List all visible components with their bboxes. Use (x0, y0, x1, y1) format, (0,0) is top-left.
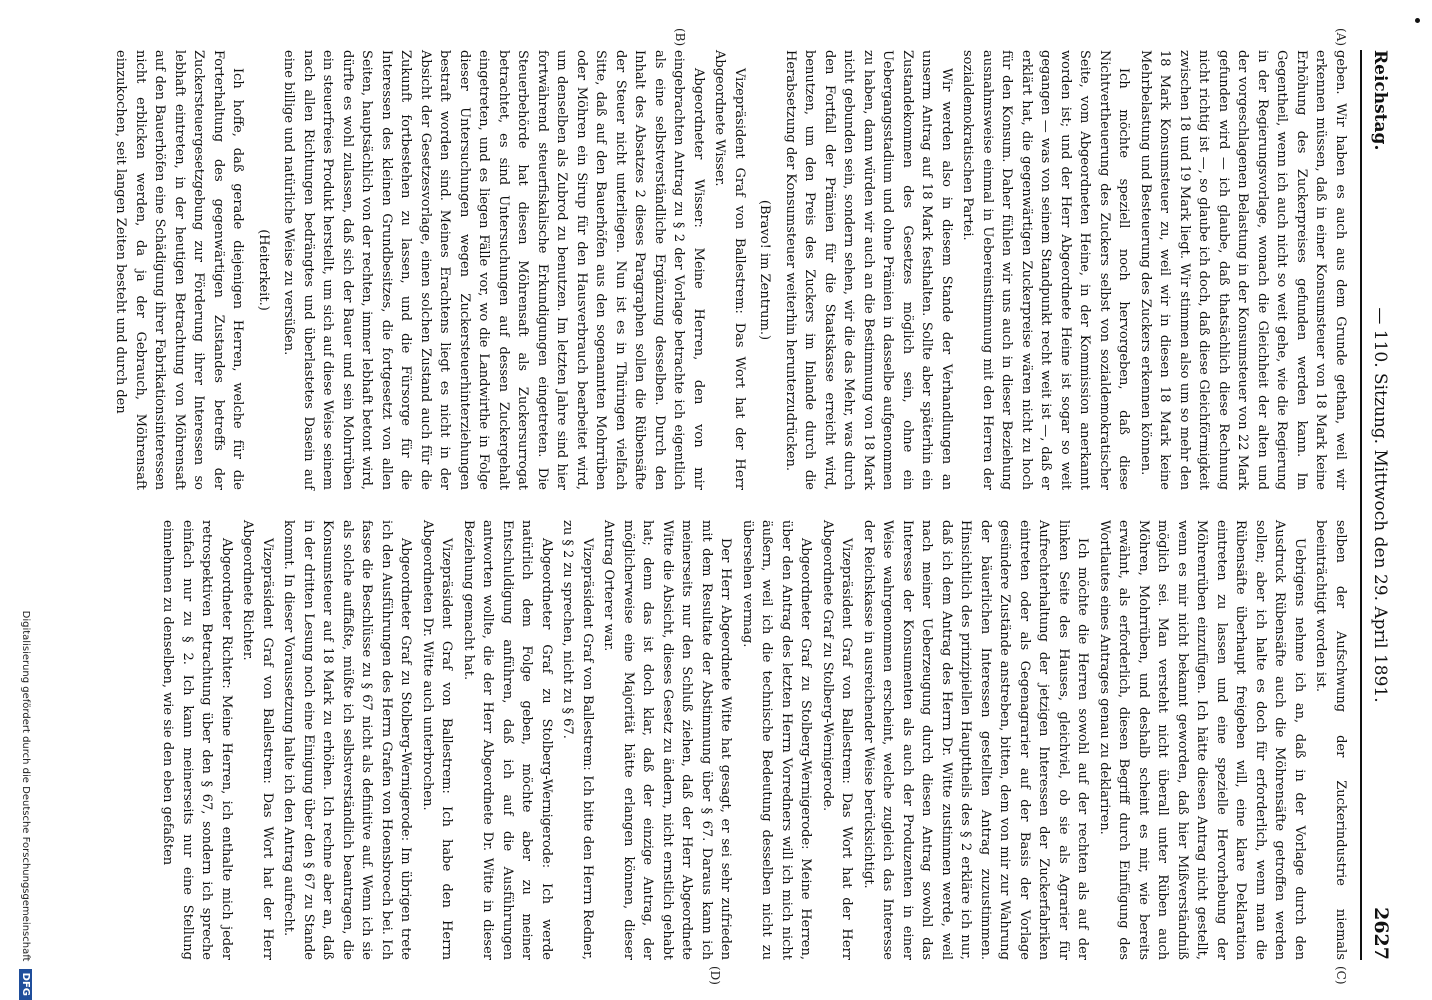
paragraph: Ich möchte die Herren sowohl auf der rechten als auf der linken Seite des Hauses, gleichviel, ob sie als Agrarier für Aufrechterhaltung der jetzigen Interessen der Zuckerfabriken eintreten oder als Gegenagrarier auf der Basis der Vorlage gesündere Zustände anstreben, bitten, dem von mir zur Wahrung der bäuerlichen Interessen gestellten Antrag zuzustimmen. Hinsichtlich des prinzipiellen Haupttheils des § 2 erkläre ich nur, daß ich dem Antrag des Herrn Dr. Witte zustimmen werde, weil nach meiner Ueberzeugung durch diesen Antrag sowohl das Interesse der Konsumenten als auch der Produzenten in einer Weise wahrgenommen erscheint, welche zugleich das Interesse der Reichskasse in ausreichender Weise berücksichtigt. (861, 520, 1091, 960)
speech-wisser-cont: Ich hoffe, daß gerade diejenigen Herren, welche für die Forterhaltung des gegenwärtigen Zustandes betreffs der Zuckersteuergesetzgebung zur Förderung ihrer Interessen so lebhaft eintreten, in der heutigen Betrachtung von Möhrensaft auf den Bauerhöfen eine Schädigung ihrer Fabrikationsinteressen nicht erblicken werden, da ja der Gebrauch, Möhrensaft einzukochen, seit langen Zeiten besteht und durch den (113, 50, 246, 490)
paragraph: selben der Aufschwung der Zuckerindustrie niemals beeinträchtigt worden ist. (1313, 520, 1348, 960)
speech-stolberg: Der Herr Abgeordnete Witte hat gesagt, er sei sehr zufrieden mit dem Resultate der Abstimmung über § 67. Daraus kann ich meinerseits nur den Schluß ziehen, daß der Herr Abgeordnete Witte die Absicht, dieses Gesetz zu ändern, nicht ernstlich gehabt hat; denn das ist doch klar, daß der einzige Antrag, der möglicherweise eine Majorität hätte erlangen können, dieser Antrag Orterer war. (601, 520, 734, 960)
speech-richter: Abgeordneter Richter: Meine Herren, ich enthalte mich jeder retrospektiven Betrachtung über den § 67, sondern ich spreche einfach nur zu § 2. Ich kann meinerseits nur eine Stellung einnehmen zu denselben, wie sie den eben gefaßten (160, 520, 234, 960)
scan-dot (1415, 18, 1420, 23)
left-column (50, 50, 1350, 490)
speech-stolberg: Abgeordneter Graf zu Stolberg-Wernigerode: Meine Herren, über den Antrag des letzten Herrn Vorredners will ich mich nicht äußern, weil ich die technische Bedeutung desselben nicht zu übersehen vermag. (740, 520, 814, 960)
speaker-line: Vizepräsident Graf von Ballestrem: Ich habe den Herrn Abgeordneten Dr. Witte auch unterbrochen. (420, 520, 455, 960)
speaker-line: Vizepräsident Graf von Ballestrem: Das Wort hat der Herr Abgeordnete Wisser. (712, 50, 747, 490)
speaker-line: Vizepräsident Graf von Ballestrem: Das Wort hat der Herr Abgeordnete Richter. (240, 520, 275, 960)
dfg-logo: DFG (19, 969, 32, 1000)
speaker-line: Vizepräsident Graf von Ballestrem: Ich bitte den Herrn Redner, zu § 2 zu sprechen, nicht zu § 67. (560, 520, 595, 960)
header-center: — 110. Sitzung. Mittwoch den 29. April 1891. (1370, 307, 1390, 703)
interjection-heiterkeit: (Heiterkeit.) (256, 229, 271, 311)
margin-letter-a: (A) (1334, 28, 1348, 47)
header-left: Reichstag. (1370, 50, 1390, 151)
interjection-bravo: (Bravo! im Zentrum.) (757, 199, 773, 341)
margin-letter-c: (C) (1334, 966, 1348, 985)
page-header (1362, 50, 1392, 960)
right-column (50, 520, 1350, 960)
page-number: 2627 (1370, 907, 1392, 960)
margin-letter-b: (B) (673, 28, 687, 47)
paragraph: Ich möchte speziell noch hervorgeben, daß diese Nichtvertheuerung des Zuckers selbst von sozialdemokratischer Seite, vom Abgeordneten Heine, in der Kommission anerkannt worden ist; und der Herr Abgeordnete Heine ist sogar so weit gegangen — was von seinem Standpunkt recht weit ist —, daß er erklärt hat, die gegenwärtigen Zuckerpreise wären nicht zu hoch für den Konsum. Daher fühlen wir uns auch in dieser Beziehung ausnahmsweise einmal in Uebereinstimmung mit den Herren der sozialdemokratischen Partei. (960, 50, 1132, 490)
speech-wisser: Abgeordneter Wisser: Meine Herren, den von mir eingebrachten Antrag zu § 2 der Vorlage betrachte ich eigentlich als eine selbstverständliche Ergänzung desselben. Durch den Inhalt des Absatzes 2 dieses Paragraphen sollen die Rübensäfte der Steuer nicht unterliegen. Nun ist es in Thüringen vielfach Sitte, daß auf den Bauerhöfen aus den sogenannten Mohrrüben oder Möhren ein Sirup für den Hausverbrauch bearbeitet wird, um denselben als Zubrod zu benutzen. Im letzten Jahre sind hier fortwährend steuerfiskalische Erkundigungen eingetreten. Die Steuerbehörde hat diesen Möhrensaft als Zuckersurrogat betrachtet, es sind Untersuchungen auf dessen Zuckergehalt eingetreten, und es liegen Fälle vor, wo die Landwirthe in Folge dieser Untersuchungen wegen Zuckersteuerhinterziehungen bestraft worden sind. Meines Erachtens liegt es nicht in der Absicht der Gesetzesvorlage, einen solchen Zustand auch für die Zukunft fortbestehen zu lassen, und die Fürsorge für die Interessen des kleinen Grundbesitzes, die fortgesetzt von allen Seiten, hauptsächlich von der rechten, immer lebhaft betont wird, dürfte es wohl zulassen, daß sich der Bauer und sein Mohrrüben ein steuerfreies Produkt herstellt, um sich auf diese Weise seinem nach allen Richtungen bedrängtes und überlastetes Dasein auf eine billige und natürliche Weise zu versüßen. (281, 50, 706, 490)
speaker-line: Vizepräsident Graf von Ballestrem: Das Wort hat der Herr Abgeordnete Graf zu Stolberg-Wernigerode. (820, 520, 855, 960)
digitization-credit (12, 220, 32, 1000)
margin-letter-d: (D) (708, 966, 722, 985)
paragraph: Wir werden also in diesem Stande der Verhandlungen an unserm Antrag auf 18 Mark festhalten. Sollte aber späterhin ein Zustandekommen des Gesetzes möglich sein, ohne ein Uebergangsstadium und ohne Prämien in dasselbe aufgenommen zu haben, dann würden wir auch an die Bestimmung von 18 Mark nicht gebunden sein, sondern sehen, wir die das Mehr, was durch den Fortfall der Prämien für die Staatskasse erreicht wird, benutzen, um den Preis des Zuckers im Inlande durch die Herabsetzung der Konsumsteuer weiterhin herunterzudrücken. (783, 50, 954, 490)
speech-stolberg: Abgeordneter Graf zu Stolberg-Wernigerode: Im übrigen trete ich den Ausführungen des Herrn Grafen von Hoensbroech bei. Ich fasse die Beschlüsse zu § 67 nicht als definitive auf. Wenn ich sie als solche auffaßte, müßte ich selbstverständlich beantragen, die Konsumsteuer auf 18 Mark zu erhöhen. Ich rechne aber an, daß in der dritten Lesung noch eine Einigung über den § 67 zu Stande kommt. In dieser Voraussetzung halte ich den Antrag aufrecht. (281, 520, 414, 960)
header-rule (1360, 50, 1362, 960)
credit-text: Digitalisierung gefördert durch die Deutsche Forschungsgemeinschaft (20, 610, 31, 962)
paragraph: Uebrigens nehme ich an, daß in der Vorlage durch den Ausdruck Rübensäfte auch die Möhrensäfte getroffen werden sollen; aber ich halte es doch für erforderlich, wenn man die Rübensäfte überhaupt freigeben will, eine klare Deklaration eintreten zu lassen und eine spezielle Hervorhebung der Möhrenrüben einzufügen. Ich hätte diesen Antrag nicht gestellt, wenn es mir nicht bekannt geworden, daß hier Mißverständniß möglich sei. Man versteht nicht überall unter Rüben auch Möhren, Mohrrüben, und deshalb scheint es mir, wie bereits erwähnt, als erforderlich, diesen Begriff durch Einfügung des Wortlautes eines Antrages genau zu deklariren. (1097, 520, 1307, 960)
paragraph: geben. Wir haben es auch aus dem Grunde gethan, weil wir erkennen müssen, daß in einer Konsumsteuer von 18 Mark keine Erhöhung des Zuckerpreises gefunden werden kann. Im Gegentheil, wenn ich auch nicht so weit gehe, wie die Regierung in der Regierungsvorlage, wonach die Gleichheit der alten und der vorgeschlagenen Belastung in der Konsumsteuer von 22 Mark gefunden wird — ich glaube, daß thatsächlich diese Rechnung nicht richtig ist —, so glaube ich doch, daß diese Gleichförmigkeit zwischen 18 und 19 Mark liegt. Wir stimmen also um so mehr den 18 Mark Konsumsteuer zu, weil wir in diesen 18 Mark keine Mehrbelastung und Besteuerung des Zuckers erkennen können. (1138, 50, 1348, 490)
speech-stolberg: Abgeordneter Graf zu Stolberg-Wernigerode: Ich werde natürlich dem Folge geben, möchte aber zu meiner Entschuldigung anführen, daß ich auf die Ausführungen antworten wollte, die der Herr Abgeordnete Dr. Witte in dieser Beziehung gemacht hat. (461, 520, 554, 960)
